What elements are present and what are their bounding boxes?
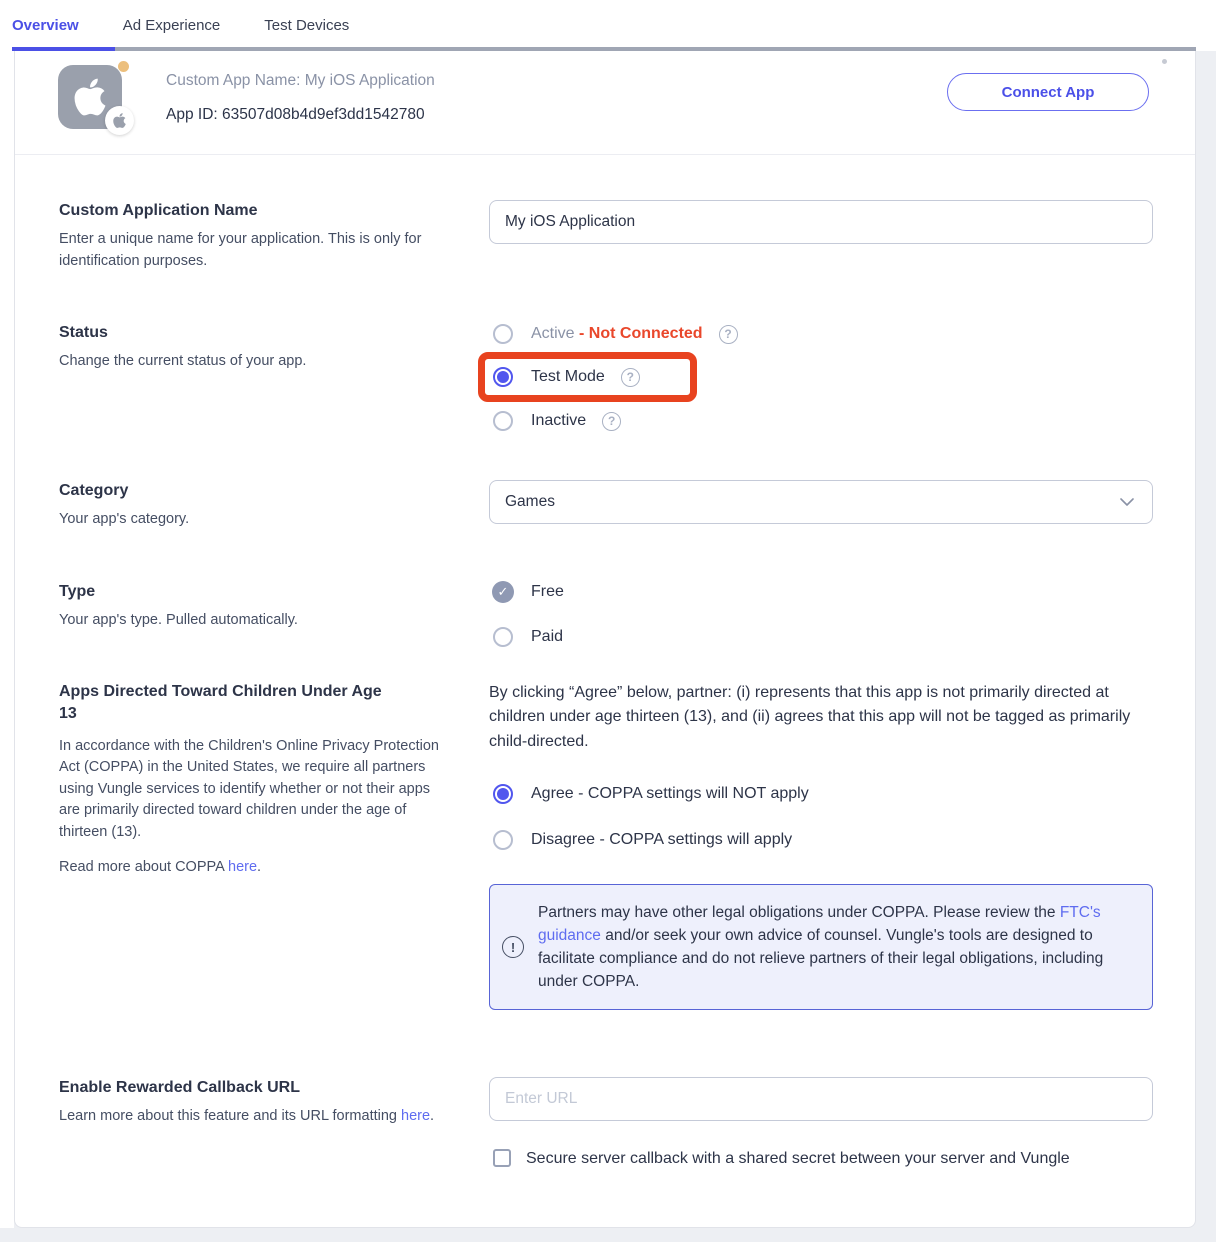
callback-description: Learn more about this feature and its URL formatting here. xyxy=(59,1108,435,1124)
tab-bar xyxy=(0,0,1216,51)
radio-paid xyxy=(493,627,513,647)
radio-inactive xyxy=(493,411,513,431)
test-mode-highlight xyxy=(478,352,697,402)
type-option-paid[interactable] xyxy=(489,627,1153,647)
inactive-label: Inactive xyxy=(531,412,587,429)
radio-agree xyxy=(493,784,513,804)
type-description: Your app's type. Pulled automatically. xyxy=(59,611,298,628)
coppa-notice-box xyxy=(489,884,1153,1010)
radio-active xyxy=(493,324,513,344)
coppa-read-more: Read more about COPPA here. xyxy=(59,859,262,875)
status-option-inactive[interactable] xyxy=(489,411,1153,431)
status-option-active[interactable] xyxy=(489,324,1153,344)
coppa-description: In accordance with the Children's Online Privacy Protection Act (COPPA) in the United States, we require all partners using Vungle services to identify whether or not their apps are primarily directed toward children under the age of thirteen (13). xyxy=(59,737,439,840)
coppa-option-disagree[interactable] xyxy=(489,830,1153,850)
test-mode-label: Test Mode xyxy=(531,368,605,385)
tab-overview[interactable]: Overview xyxy=(12,17,79,34)
app-id-line: App ID: 63507d08b4d9ef3dd1542780 xyxy=(166,106,425,123)
ftc-guidance-link[interactable]: FTC's guidance xyxy=(538,904,1101,944)
free-label: Free xyxy=(531,582,564,600)
connect-app-button[interactable]: Connect App xyxy=(947,73,1149,111)
category-select[interactable] xyxy=(489,480,1153,524)
help-icon-active[interactable] xyxy=(719,325,738,344)
help-icon-inactive[interactable] xyxy=(602,412,621,431)
callback-url-input[interactable] xyxy=(489,1077,1153,1121)
callback-here-link[interactable]: here xyxy=(401,1108,431,1124)
coppa-here-link[interactable]: here xyxy=(228,859,258,875)
active-label: Active - Not Connected xyxy=(531,325,703,342)
status-option-test-mode[interactable] xyxy=(493,367,640,387)
agree-label: Agree - COPPA settings will NOT apply xyxy=(531,785,809,802)
category-value: Games xyxy=(505,493,555,510)
tab-ad-experience[interactable]: Ad Experience xyxy=(122,17,221,34)
coppa-option-agree[interactable] xyxy=(489,784,1153,804)
callback-label: Enable Rewarded Callback URL xyxy=(59,1079,300,1096)
status-description: Change the current status of your app. xyxy=(59,353,307,369)
type-label: Type xyxy=(59,582,96,600)
type-row xyxy=(59,581,1151,647)
secure-callback-option[interactable] xyxy=(489,1146,1153,1171)
app-header xyxy=(15,51,1195,155)
secure-callback-checkbox[interactable] xyxy=(493,1149,511,1167)
category-row xyxy=(59,480,1151,531)
alert-icon xyxy=(502,936,524,958)
scrollbar-dot xyxy=(1162,59,1167,64)
coppa-row xyxy=(59,681,1151,1011)
not-connected-text: Not Connected xyxy=(588,325,703,342)
category-description: Your app's category. xyxy=(59,511,190,527)
status-dot-icon xyxy=(118,61,129,72)
secure-callback-label: Secure server callback with a shared secret between your server and Vungle xyxy=(526,1150,1070,1167)
coppa-label: Apps Directed Toward Children Under Age 13 xyxy=(59,682,382,722)
radio-test-mode xyxy=(493,367,513,387)
chevron-down-icon xyxy=(1120,498,1134,506)
help-icon-test-mode[interactable] xyxy=(621,368,640,387)
callback-row xyxy=(59,1077,1151,1171)
category-label: Category xyxy=(59,482,129,499)
app-icon xyxy=(58,65,122,129)
page-gutter xyxy=(0,51,14,1228)
tab-test-devices[interactable]: Test Devices xyxy=(264,17,350,34)
coppa-notice-text: Partners may have other legal obligations under COPPA. Please review the FTC's guidance and/or seek your own advice of counsel. Vungle's tools are designed to facilitate compliance and do not relieve partners of their legal obligations, including under COPPA. xyxy=(538,904,1104,990)
type-option-free xyxy=(489,581,1153,603)
status-label: Status xyxy=(59,324,108,341)
custom-name-label: Custom Application Name xyxy=(59,202,258,219)
status-row xyxy=(59,322,1151,431)
custom-name-description: Enter a unique name for your application. This is only for identification purposes. xyxy=(59,231,422,269)
app-settings-card xyxy=(14,51,1196,1228)
apple-badge-icon xyxy=(105,106,134,135)
check-circle-icon xyxy=(492,581,514,603)
custom-name-row xyxy=(59,200,1151,272)
radio-disagree xyxy=(493,830,513,850)
custom-name-input[interactable] xyxy=(489,200,1153,244)
coppa-agreement-text: By clicking “Agree” below, partner: (i) represents that this app is not primarily directed at children under age thirteen (13), and (ii) agrees that this app will not be tagged as primarily child-directed. xyxy=(489,683,1131,750)
disagree-label: Disagree - COPPA settings will apply xyxy=(531,831,793,848)
custom-app-name-line: Custom App Name: My iOS Application xyxy=(166,72,435,89)
paid-label: Paid xyxy=(531,627,564,645)
